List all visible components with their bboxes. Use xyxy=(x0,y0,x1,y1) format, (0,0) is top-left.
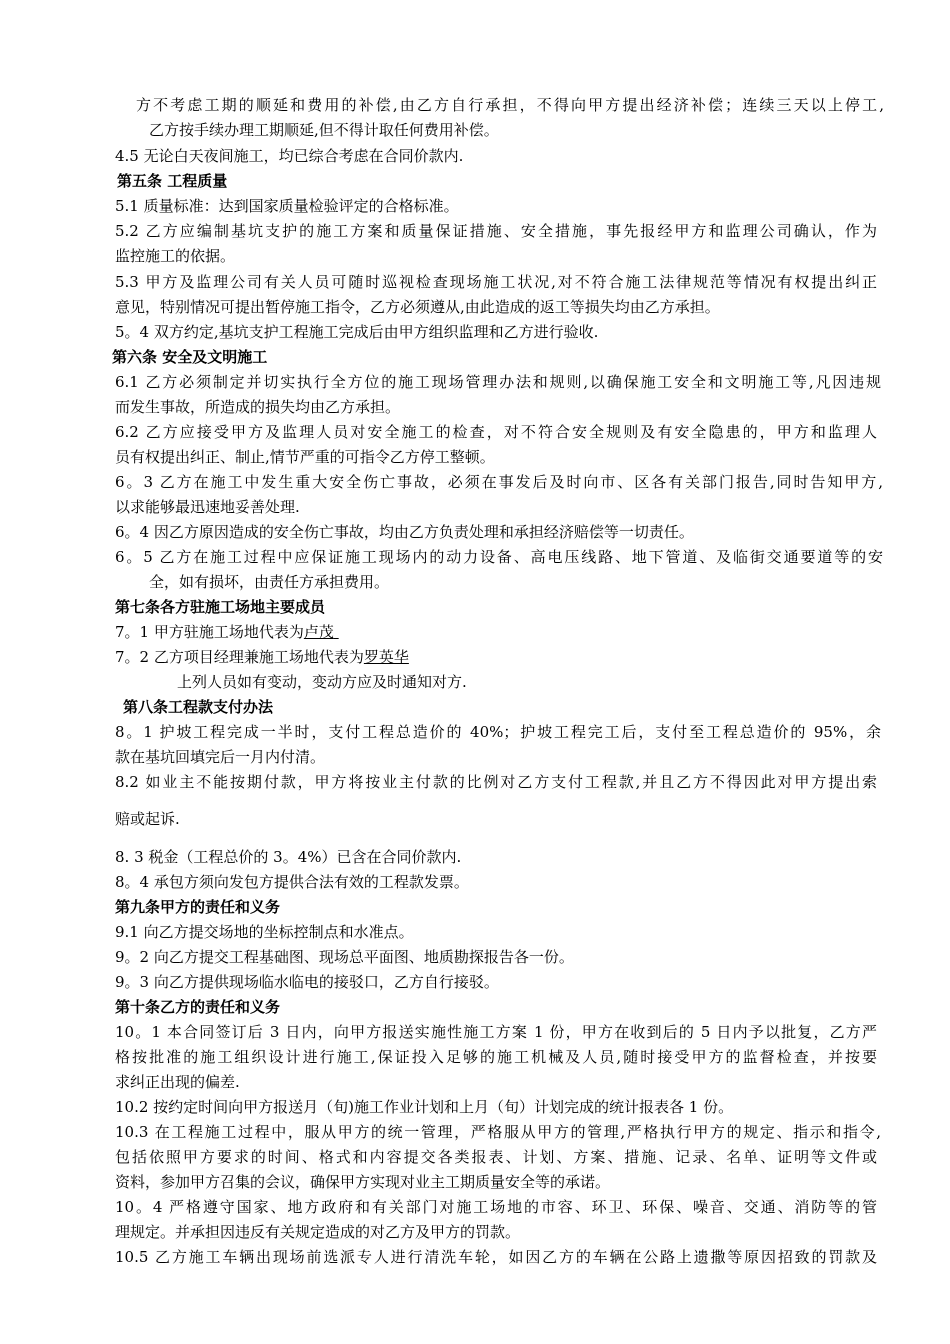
text-line: 8. 3 税金（工程总价的 3。4%）已含在合同价款内. xyxy=(115,848,462,866)
text-line: 而发生事故，所造成的损失均由乙方承担。 xyxy=(115,398,401,416)
text-line: 赔或起诉. xyxy=(115,810,180,828)
text-line: 10.3 在工程施工过程中，服从甲方的统一管理，严格服从甲方的管理,严格执行甲方的规定、指示和指令, xyxy=(115,1123,881,1141)
text-line: 款在基坑回填完后一月内付清。 xyxy=(115,748,326,766)
section-heading: 第五条 工程质量 xyxy=(117,172,228,190)
section-heading: 第十条乙方的责任和义务 xyxy=(115,998,281,1016)
text-line: 10。4 严格遵守国家、地方政府和有关部门对施工场地的市容、环卫、环保、噪音、交通、消防等的管 xyxy=(115,1198,877,1216)
section-heading: 第六条 安全及文明施工 xyxy=(112,348,268,366)
text-line: 上列人员如有变动，变动方应及时通知对方. xyxy=(177,673,467,691)
text-line xyxy=(115,647,409,667)
section-heading: 第八条工程款支付办法 xyxy=(123,698,274,716)
text-line: 员有权提出纠正、制止,情节严重的可指令乙方停工整顿。 xyxy=(115,448,495,466)
text-line: 8.2 如业主不能按期付款，甲方将按业主付款的比例对乙方支付工程款,并且乙方不得因此对甲方提出索 xyxy=(115,773,877,791)
text-line: 10.5 乙方施工车辆出现场前选派专人进行清洗车轮，如因乙方的车辆在公路上遗撒等原因招致的罚款及 xyxy=(115,1248,877,1266)
text-line: 5.2 乙方应编制基坑支护的施工方案和质量保证措施、安全措施，事先报经甲方和监理公司确认，作为 xyxy=(115,222,877,240)
label-text: 7。2 乙方项目经理兼施工场地代表为 xyxy=(115,648,364,666)
section-heading: 第七条各方驻施工场地主要成员 xyxy=(115,598,326,616)
text-line: 8。1 护坡工程完成一半时，支付工程总造价的 40%；护坡工程完工后，支付至工程总造价的 95%，余 xyxy=(115,723,881,741)
text-line: 求纠正出现的偏差. xyxy=(115,1073,240,1091)
text-line: 6.2 乙方应接受甲方及监理人员对安全施工的检查，对不符合安全规则及有安全隐患的，甲方和监理人 xyxy=(115,423,877,441)
party-a-representative: 卢茂 xyxy=(303,623,334,641)
label-text: 7。1 甲方驻施工场地代表为 xyxy=(115,623,304,641)
text-line: 5。4 双方约定,基坑支护工程施工完成后由甲方组织监理和乙方进行验收. xyxy=(115,323,599,341)
text-line: 5.3 甲方及监理公司有关人员可随时巡视检查现场施工状况,对不符合施工法律规范等情况有权提出纠正 xyxy=(115,273,877,291)
text-line: 5.1 质量标准：达到国家质量检验评定的合格标准。 xyxy=(115,197,459,215)
section-heading: 第九条甲方的责任和义务 xyxy=(115,898,281,916)
text-line: 4.5 无论白天夜间施工，均已综合考虑在合同价款内. xyxy=(115,147,464,165)
text-line: 10.2 按约定时间向甲方报送月（旬)施工作业计划和上月（旬）计划完成的统计报表各 1 份。 xyxy=(115,1098,734,1116)
text-line: 6。3 乙方在施工中发生重大安全伤亡事故，必须在事发后及时向市、区各有关部门报告,同时告知甲方, xyxy=(115,473,883,491)
text-line xyxy=(115,622,339,642)
text-line: 资料，参加甲方召集的会议，确保甲方实现对业主工期质量安全等的承诺。 xyxy=(115,1173,611,1191)
text-line: 8。4 承包方须向发包方提供合法有效的工程款发票。 xyxy=(115,873,469,891)
text-line: 方不考虑工期的顺延和费用的补偿,由乙方自行承担，不得向甲方提出经济补偿；连续三天以上停工, xyxy=(136,96,884,114)
text-line: 9。3 向乙方提供现场临水临电的接驳口，乙方自行接驳。 xyxy=(115,973,499,991)
text-line: 6。5 乙方在施工过程中应保证施工现场内的动力设备、高电压线路、地下管道、及临街交通要道等的安 xyxy=(115,548,883,566)
text-line: 10。1 本合同签订后 3 日内，向甲方报送实施性施工方案 1 份，甲方在收到后的 5 日内予以批复，乙方严 xyxy=(115,1023,877,1041)
text-line: 理规定。并承担因违反有关规定造成的对乙方及甲方的罚款。 xyxy=(115,1223,521,1241)
text-line: 6。4 因乙方原因造成的安全伤亡事故，均由乙方负责处理和承担经济赔偿等一切责任。 xyxy=(115,523,694,541)
text-line: 全，如有损坏，由责任方承担费用。 xyxy=(149,573,390,591)
text-line: 乙方按手续办理工期顺延,但不得计取任何费用补偿。 xyxy=(149,121,499,139)
text-line: 以求能够最迅速地妥善处理. xyxy=(115,498,300,516)
text-line: 意见，特别情况可提出暂停施工指令，乙方必须遵从,由此造成的返工等损失均由乙方承担。 xyxy=(115,298,720,316)
text-line: 监控施工的依据。 xyxy=(115,247,236,265)
text-line: 6.1 乙方必须制定并切实执行全方位的施工现场管理办法和规则,以确保施工安全和文明施工等,凡因违规 xyxy=(115,373,881,391)
text-line: 包括依照甲方要求的时间、格式和内容提交各类报表、计划、方案、措施、记录、名单、证明等文件或 xyxy=(115,1148,877,1166)
text-line: 9.1 向乙方提交场地的坐标控制点和水准点。 xyxy=(115,923,414,941)
party-b-representative: 罗英华 xyxy=(363,648,409,666)
text-line: 格按批准的施工组织设计进行施工,保证投入足够的施工机械及人员,随时接受甲方的监督检查，并按要 xyxy=(115,1048,877,1066)
text-line: 9。2 向乙方提交工程基础图、现场总平面图、地质勘探报告各一份。 xyxy=(115,948,574,966)
